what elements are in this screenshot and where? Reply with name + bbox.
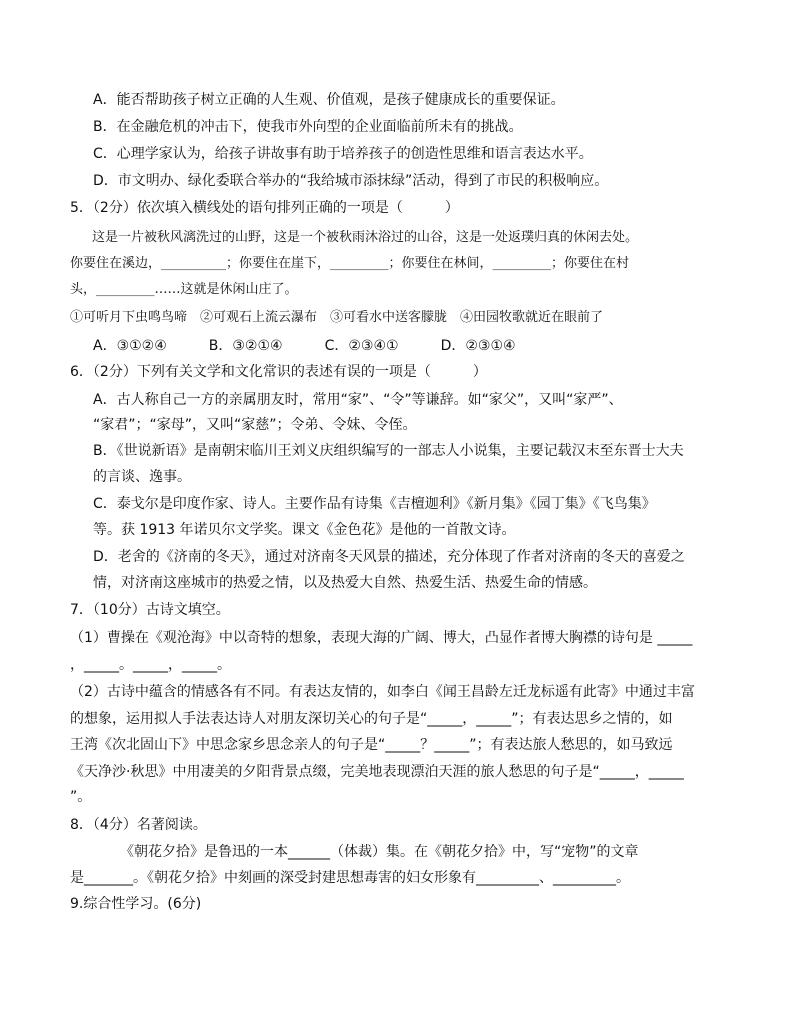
q6-line-7: D．老舍的《济南的冬天》，通过对济南冬天风景的描述，充分体现了作者对济南的冬天的喜爱之 [93,549,685,565]
q4-option-c: C．心理学家认为，给孩子讲故事有助于培养孩子的创造性思维和语言表达水平。 [93,146,593,162]
q5-stem: 5．（2分）依次填入横线处的语句排列正确的一项是（ ） [70,200,459,216]
q5-choices: ①可听月下虫鸣鸟啼 ②可观石上流云瀑布 ③可看水中送客朦胧 ④田园牧歌就近在眼前了 [70,310,604,325]
q5-passage-line-1: 这是一片被秋风漓洗过的山野，这是一个被秋雨沐浴过的山谷，这是一处返璞归真的休闲去处。 [92,230,639,245]
q7-part2-line-1: （2）古诗中蕴含的情感各有不同。有表达友情的，如李白《闻王昌龄左迁龙标遥有此寄》中通过丰富 [70,684,695,700]
q5-passage-line-2: 你要住在溪边，__________；你要住在崖下，_________；你要住在林间，_________；你要住在村 [70,256,630,271]
q4-option-b: B．在金融危机的冲击下，使我市外向型的企业面临前所未有的挑战。 [93,119,523,135]
q6-stem: 6．（2分）下列有关文学和文化常识的表述有误的一项是（ ） [70,364,487,380]
q7-part1-line-1: （1）曹操在《观沧海》中以奇特的想象，表现大海的广阔、博大，凸显作者博大胸襟的诗句是 _____ [70,630,693,646]
q4-option-d: D．市文明办、绿化委联合举办的“我给城市添抹绿”活动，得到了市民的积极响应。 [93,173,609,189]
q9-stem: 9.综合性学习。(6分) [70,896,202,912]
q8-line-1: 《朝花夕拾》是鲁迅的一本______（体裁）集。在《朝花夕拾》中，写“宠物”的文章 [120,844,639,860]
q6-line-8: 情，对济南这座城市的热爱之情，以及热爱大自然、热爱生活、热爱生命的情感。 [93,575,597,591]
q4-option-a: A．能否帮助孩子树立正确的人生观、价值观，是孩子健康成长的重要保证。 [93,92,565,108]
q6-line-2: “家君”；“家母”，又叫“家慈”；令弟、令妹、令侄。 [93,417,417,433]
q8-line-2: 是_______。《朝花夕拾》中刻画的深受封建思想毒害的妇女形象有_________、_________。 [70,870,630,886]
q7-part2-line-3: 王湾《次北固山下》中思念家乡思念亲人的句子是“_____？_____”；有表达旅人愁思的，如马致远 [70,737,673,753]
q6-line-6: 等。获 1913 年诺贝尔文学奖。课文《金色花》是他的一首散文诗。 [93,522,516,538]
q6-line-3: B．《世说新语》是南朝宋临川王刘义庆组织编写的一部志人小说集，主要记载汉末至东晋士大夫 [93,443,684,459]
q7-part2-line-4: 《天净沙·秋思》中用凄美的夕阳背景点缀，完美地表现漂泊天涯的旅人愁思的句子是“_____，_____ [70,764,684,780]
q7-part1-line-2: ，_____。_____，_____。 [70,657,231,673]
q6-line-5: C．泰戈尔是印度作家、诗人。主要作品有诗集《吉檀迦利》《新月集》《园丁集》《飞鸟集》 [93,496,656,512]
q7-part2-line-2: 的想象，运用拟人手法表达诗人对朋友深切关心的句子是“_____，_____”；有表达思乡之情的，如 [70,711,673,727]
q6-line-1: A．古人称自己一方的亲属朋友时，常用“家”、“令”等谦辞。如“家父”，又叫“家严”、 [93,392,623,408]
q7-part2-line-5: ”。 [70,789,92,805]
q8-stem: 8．（4分）名著阅读。 [70,817,207,833]
q6-line-4: 的言谈、逸事。 [93,469,191,485]
q5-passage-line-3: 头，_________……这就是休闲山庄了。 [70,282,298,297]
q7-stem: 7．（10分）古诗文填空。 [70,602,230,618]
q5-answers: A．③①②④ B．③②①④ C．②③④① D．②③①④ [93,338,516,354]
